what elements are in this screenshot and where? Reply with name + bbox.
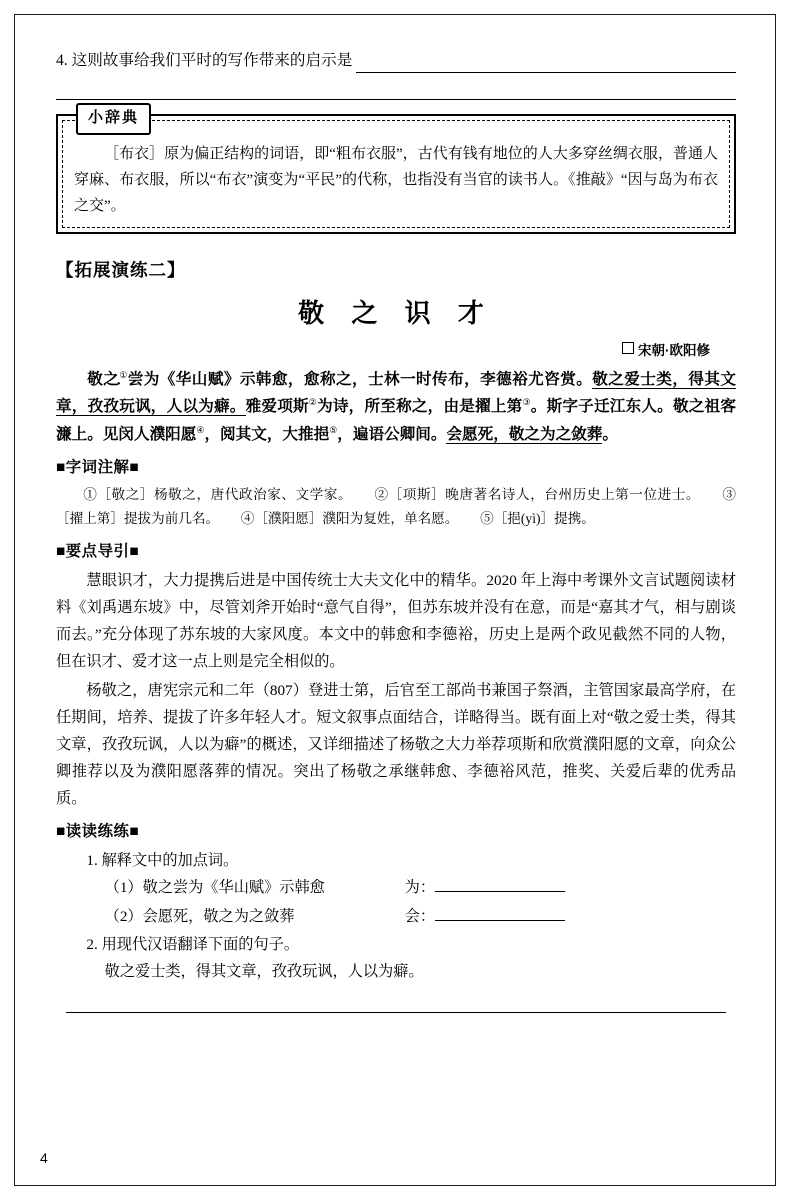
- classical-text-p8: 。: [602, 425, 619, 443]
- exercises-heading: ■读读练练■: [56, 823, 140, 841]
- classical-text-p6: ，阅其文，大推挹: [204, 425, 330, 443]
- exercise-sub-2: [56, 903, 736, 931]
- classical-text-p2: 尝为《华山赋》示韩愈，愈称之，士林一时传布，李德裕尤咨赏。: [127, 370, 593, 388]
- dictionary-frame: [56, 109, 736, 233]
- note-item-1: ①［敬之］杨敬之，唐代政治家、文学家。: [83, 486, 353, 502]
- guide-heading: ■要点导引■: [56, 542, 140, 560]
- note-item-4: ④［濮阳愿］濮阳为复姓，单名愿。: [240, 511, 459, 527]
- dictionary-title: 小辞典: [76, 103, 151, 134]
- article-byline: [56, 340, 710, 362]
- classical-text-underline-2: 会愿死，敬之为之敛葬: [446, 425, 603, 443]
- exercise-item-2-sentence: 敬之爱士类，得其文章，孜孜玩讽，人以为癖。: [104, 962, 424, 980]
- footnote-ref-5: ⑤: [329, 424, 338, 435]
- note-item-2: ②［项斯］晚唐著名诗人，台州历史上第一位进士。: [373, 486, 701, 502]
- byline-box-icon: [622, 342, 634, 354]
- classical-text-p5: 。斯字子迁江东人。敬之祖客濂上。见闵人濮阳愿: [56, 398, 736, 443]
- exercise-sub-1-text: （1）敬之尝为《华山赋》示韩愈: [104, 879, 325, 897]
- exercise-sub-2-answer-label: 会：: [404, 907, 435, 925]
- question-4: [56, 48, 736, 73]
- section-tag: 【拓展演练二】: [56, 259, 186, 280]
- guide-paragraph-1: 慧眼识才，大力提携后进是中国传统士大夫文化中的精华。2020 年上海中考课外文言试题阅读材料《刘禹遇东坡》中，尽管刘斧开始时“意气自得”，但苏东坡并没有在意，而是“嘉其才气，相与剧谈而去。”充分体现了苏东坡的大家风度。本文中的韩愈和李德裕，历史上是两个政见截然不同的人物，但在识才、爱才这一点上则是完全相似的。: [56, 571, 736, 670]
- footnote-ref-3: ③: [522, 397, 531, 408]
- exercise-sub-2-answer: [405, 903, 565, 931]
- question-4-text: 4. 这则故事给我们平时的写作带来的启示是: [56, 52, 353, 69]
- byline-text: 宋朝·欧阳修: [638, 343, 710, 359]
- exercise-sub-2-text: （2）会愿死，敬之为之敛葬: [104, 907, 295, 925]
- exercise-sub-1-answer-label: 为：: [404, 879, 435, 897]
- exercise-sub-2-answer-blank[interactable]: [435, 906, 565, 921]
- exercise-answer-rule[interactable]: [66, 1011, 726, 1013]
- classical-text-p3: 雅爱项斯: [245, 398, 309, 416]
- notes-heading: ■字词注解■: [56, 458, 140, 476]
- classical-text-p1: 敬之: [87, 370, 120, 388]
- exercise-item-2: 2. 用现代汉语翻译下面的句子。: [86, 935, 300, 953]
- footnote-ref-2: ②: [308, 397, 318, 408]
- footnote-ref-4: ④: [196, 424, 205, 435]
- article-title: 敬 之 识 才: [298, 297, 494, 328]
- page-number: 4: [40, 1150, 48, 1166]
- footnote-ref-1: ①: [119, 369, 128, 380]
- exercise-sub-1-answer: [405, 874, 565, 902]
- question-4-blank[interactable]: [356, 57, 736, 73]
- question-4-answer-rule[interactable]: [56, 83, 736, 100]
- dictionary-box: [56, 109, 736, 233]
- exercise-item-1: 1. 解释文中的加点词。: [86, 852, 239, 870]
- classical-text-p7: ，遍语公卿间。: [337, 425, 447, 443]
- page-content: [56, 48, 736, 1013]
- classical-text: [56, 366, 736, 448]
- note-item-5: ⑤［挹(yì)］提携。: [480, 511, 595, 527]
- classical-text-underline-1: 敬之爱士类，得其文章，孜孜玩讽，人以为癖。: [56, 370, 736, 416]
- notes-body: [56, 483, 736, 532]
- dictionary-body: ［布衣］原为偏正结构的词语，即“粗布衣服”，古代有钱有地位的人大多穿丝绸衣服，普通人穿麻、布衣服，所以“布衣”演变为“平民”的代称，也指没有当官的读书人。《推敲》“因与岛为布衣之交”。: [74, 146, 718, 214]
- guide-paragraph-2: 杨敬之，唐宪宗元和二年（807）登进士第，后官至工部尚书兼国子祭酒，主管国家最高学府，在任期间，培养、提拔了许多年轻人才。短文叙事点面结合，详略得当。既有面上对“敬之爱士类，得其文章，孜孜玩讽，人以为癖”的概述，又详细描述了杨敬之大力举荐项斯和欣赏濮阳愿的文章，向众公卿推荐以及为濮阳愿落葬的情况。突出了杨敬之承继韩愈、李德裕风范，推奖、关爱后辈的优秀品质。: [56, 681, 736, 808]
- exercise-sub-1-answer-blank[interactable]: [435, 877, 565, 892]
- classical-text-p4: 为诗，所至称之，由是擢上第: [317, 398, 523, 416]
- exercise-sub-1: [56, 874, 736, 902]
- note-item-3: ③［擢上第］提拔为前几名。: [56, 486, 737, 527]
